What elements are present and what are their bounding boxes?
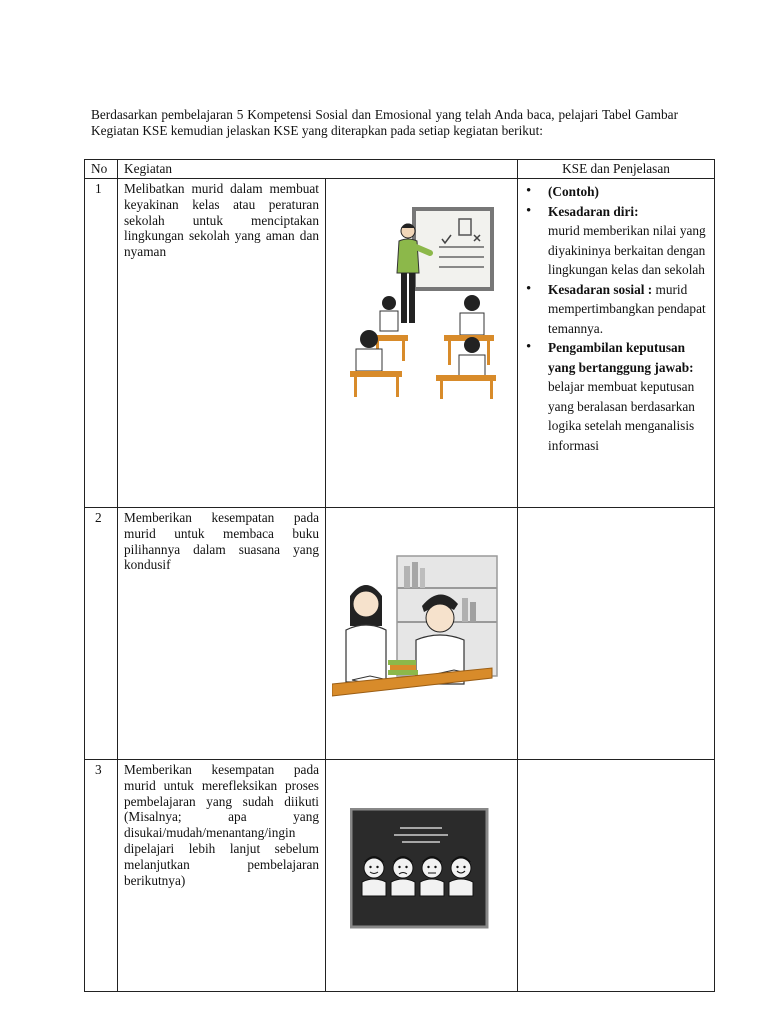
table-row — [85, 508, 715, 760]
activity-text: Memberikan kesempatan pada murid untuk membaca buku pilihannya dalam suasana yang kondusif — [118, 508, 326, 760]
activity-text: Memberikan kesempatan pada murid untuk merefleksikan proses pembelajaran yang sudah diikuti (Misalnya; apa yang disukai/mudah/menantang/ingin dipelajari lebih lanjut sebelum melanjutkan pembelajaran berikutnya) — [118, 760, 326, 992]
kse-item-title: Kesadaran sosial : — [548, 281, 653, 297]
kse-bullet-list — [526, 182, 710, 455]
list-item — [548, 280, 710, 339]
table-header-row — [85, 160, 715, 179]
kse-item-title: Pengambilan keputusan yang bertanggung jawab: — [548, 340, 694, 375]
students-reading-image — [332, 548, 502, 718]
kse-item-desc: murid memberikan nilai yang diyakininya berkaitan dengan lingkungan kelas dan sekolah — [548, 223, 706, 277]
example-label: (Contoh) — [548, 184, 599, 199]
activity-text: Melibatkan murid dalam membuat keyakinan kelas atau peraturan sekolah untuk menciptakan lingkungan sekolah yang aman dan nyaman — [118, 179, 326, 508]
kse-item-title: Kesadaran diri: — [548, 203, 639, 219]
row-number: 1 — [85, 179, 118, 508]
kse-item-desc: murid mempertimbangkan pendapat temannya. — [548, 281, 706, 336]
row-number: 3 — [85, 760, 118, 992]
intro-paragraph: Berdasarkan pembelajaran 5 Kompetensi Sosial dan Emosional yang telah Anda baca, pelajari Tabel Gambar Kegiatan KSE kemudian jelaskan KSE yang diterapkan pada setiap kegiatan berikut: — [91, 107, 678, 138]
emotion-faces-image — [350, 808, 490, 932]
table-row — [85, 179, 715, 508]
students-reading-illustration — [326, 508, 518, 760]
header-kegiatan: Kegiatan — [118, 160, 518, 179]
emotion-board-illustration — [326, 760, 518, 992]
kse-item-desc: belajar membuat keputusan yang beralasan berdasarkan logika setelah menganalisis informasi — [548, 379, 695, 453]
kse-explanation — [518, 179, 715, 508]
kse-explanation-empty[interactable] — [518, 508, 715, 760]
teacher-explaining-image — [344, 203, 504, 403]
header-kse: KSE dan Penjelasan — [518, 160, 715, 179]
row-number: 2 — [85, 508, 118, 760]
kse-explanation-empty[interactable] — [518, 760, 715, 992]
table-row — [85, 760, 715, 992]
kse-activity-table — [84, 159, 715, 992]
header-no: No — [85, 160, 118, 179]
list-item — [548, 338, 710, 455]
classroom-teacher-illustration — [326, 179, 518, 508]
list-item — [548, 202, 710, 280]
list-item — [548, 182, 710, 202]
